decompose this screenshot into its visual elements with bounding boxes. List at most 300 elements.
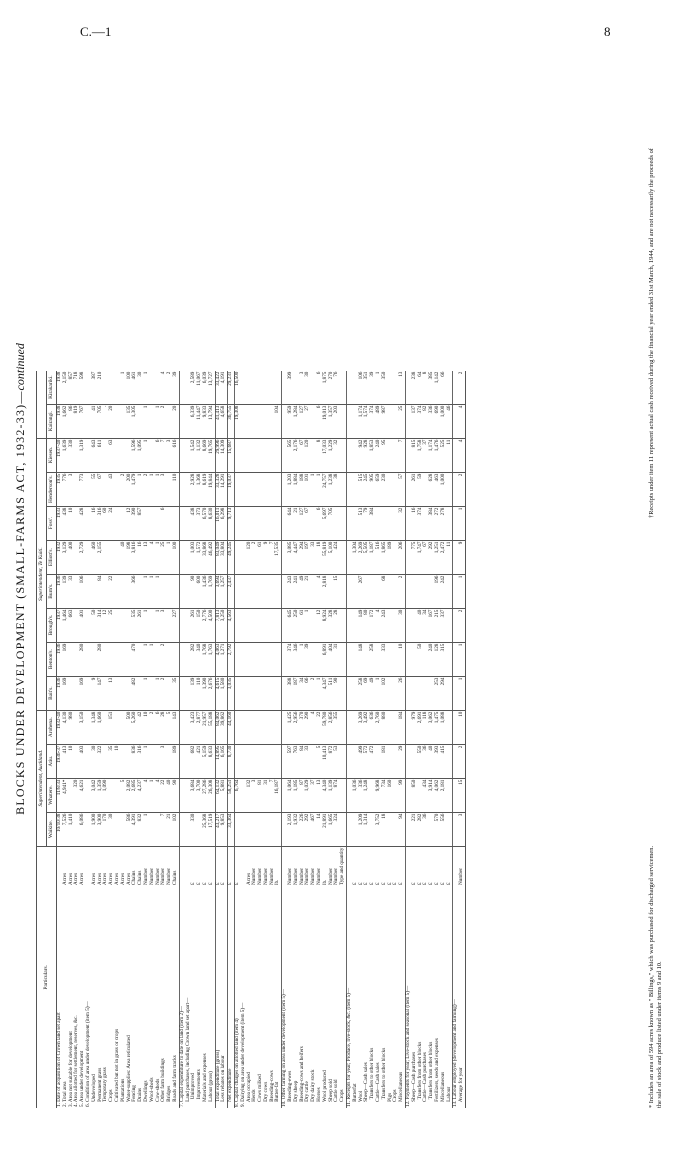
table-cell: 1: [144, 676, 150, 710]
table-cell: 120: [305, 438, 311, 472]
table-cell: 160: [388, 778, 394, 812]
table-cell: 659: [376, 472, 382, 506]
row-particular: Average for year: [459, 886, 465, 1108]
table-cell: 1933: [57, 506, 63, 540]
table-cell: 1,758: [418, 438, 424, 472]
table-cell: 1,853: [370, 438, 376, 472]
table-cell: 294: [441, 676, 447, 710]
table-cell: 39: [305, 642, 311, 676]
table-cell: 28: [161, 710, 167, 744]
row-unit: £: [215, 846, 221, 886]
table-cell: 463: [435, 472, 441, 506]
table-cell: 461: [132, 371, 138, 405]
table-cell: 118: [423, 710, 429, 744]
row-particular: 6. Condition of area under development (item 5)—: [84, 1001, 91, 1107]
table-cell: 188: [300, 472, 306, 506]
table-cell: 39,862: [221, 710, 227, 744]
row-particular: Breeding-ewes: [287, 1070, 294, 1107]
table-cell: 46,492: [209, 540, 215, 574]
table-cell: 1938: [57, 404, 63, 438]
table-cell: 1932: [57, 540, 63, 574]
table-cell: 1: [156, 472, 162, 506]
table-cell: 1,425: [288, 710, 294, 744]
table-cell: 261: [412, 472, 418, 506]
table-cell: 9: [264, 540, 270, 574]
table-cell: 10: [399, 642, 405, 676]
table-cell: 20: [109, 404, 115, 438]
table-cell: 4,500: [209, 608, 215, 642]
row-unit: lb.: [274, 879, 281, 885]
table-cell: 3,129: [63, 540, 69, 574]
table-cell: 184: [399, 710, 405, 744]
table-cell: 197: [305, 540, 311, 574]
row-unit: £: [207, 882, 214, 885]
table-cell: 1,660: [98, 710, 104, 744]
table-cell: 68: [382, 574, 388, 608]
table-cell: 30: [92, 744, 98, 778]
table-cell: 4,563: [228, 608, 235, 642]
table-cell: 34: [300, 676, 306, 710]
particulars-header: Particulars.: [37, 846, 57, 1108]
table-cell: 3,250: [221, 608, 227, 642]
table-cell: 272: [435, 506, 441, 540]
row-particular: 10. Other farming on area under development (item 5)—: [282, 886, 288, 1108]
table-cell: 4: [459, 438, 465, 472]
table-cell: 4,615: [215, 676, 221, 710]
table-cell: 3: [167, 438, 173, 472]
table-cell: 3,269: [359, 710, 365, 744]
table-cell: 1,475: [435, 710, 441, 744]
table-cell: 3,035: [228, 676, 235, 710]
table-cell: 196: [435, 574, 441, 608]
block-column-header: Kairangi.: [47, 404, 57, 438]
table-cell: 3,694: [215, 574, 221, 608]
row-unit: Acres: [113, 872, 120, 885]
table-cell: 11,067: [197, 371, 203, 405]
table-cell: 100: [173, 540, 179, 574]
table-cell: 316: [138, 744, 144, 778]
table-cell: 928: [364, 438, 370, 472]
table-cell: 399: [288, 371, 294, 405]
row-unit: £: [416, 882, 423, 885]
table-cell: 1,142: [435, 371, 441, 405]
table-cell: 26,308: [209, 778, 215, 812]
table-cell: 241: [294, 574, 300, 608]
table-cell: 10: [115, 744, 121, 778]
table-cell: 2: [252, 540, 258, 574]
row-unit: £: [220, 882, 227, 885]
table-cell: 1,139: [329, 778, 335, 812]
table-cell: 330: [69, 438, 75, 472]
table-cell: 3,423: [191, 710, 197, 744]
table-cell: 1,174: [429, 438, 435, 472]
table-cell: 776: [63, 472, 69, 506]
table-cell: 50: [92, 608, 98, 642]
footnote-dagger: †Receipts under item 11 represent actual cash received during the financial year ended 31st March, 1944, and are not necessarily the proceeds of: [648, 148, 655, 518]
table-cell: 59,780: [323, 710, 329, 744]
table-cell: 150: [197, 608, 203, 642]
row-particular: Dry dairy stock: [310, 1069, 317, 1107]
table-cell: 6: [317, 404, 323, 438]
table-cell: 82: [423, 404, 429, 438]
table-cell: 36,755: [228, 404, 235, 438]
table-cell: 90: [334, 676, 340, 710]
table-cell: 438: [191, 506, 197, 540]
superintendent-group-header: Superintendent, Auckland.: [37, 710, 47, 846]
table-cell: 11,447: [197, 404, 203, 438]
table-cell: 33,364: [228, 812, 235, 846]
row-particular: Cattle sold: [333, 1079, 340, 1107]
table-cell: 227: [173, 608, 179, 642]
table-cell: 1,257: [221, 574, 227, 608]
table-cell: 33: [305, 744, 311, 778]
row-particular: Miscellaneous: [439, 1071, 446, 1107]
table-cell: 682: [191, 744, 197, 778]
table-cell: 6: [317, 506, 323, 540]
table-cell: 857: [138, 506, 144, 540]
row-particular: Dry cows: [262, 1081, 269, 1107]
table-cell: 106: [359, 371, 365, 405]
block-column-header: Whatere.: [47, 778, 57, 812]
table-cell: 46: [447, 404, 453, 438]
table-cell: 628: [429, 472, 435, 506]
table-cell: 1: [300, 642, 306, 676]
table-cell: 1: [150, 574, 156, 608]
table-cell: 10: [144, 710, 150, 744]
table-cell: 467: [311, 812, 317, 846]
table-cell: 16: [412, 506, 418, 540]
table-cell: 586: [127, 812, 133, 846]
table-cell: 1: [459, 506, 465, 540]
table-cell: 2,877: [197, 710, 203, 744]
table-cell: 2,472: [441, 540, 447, 574]
table-cell: 33: [69, 574, 75, 608]
table-cell: 872: [329, 744, 335, 778]
row-particular: Unimproved: [190, 1072, 197, 1107]
row-unit: £: [380, 882, 387, 885]
table-cell: 434: [423, 778, 429, 812]
table-cell: 3: [252, 778, 258, 812]
row-particular: Net expenditure: [228, 886, 235, 1108]
table-cell: 1,003: [191, 540, 197, 574]
table-cell: 355: [334, 710, 340, 744]
row-particular: 7. Capital expenditure to date on land (item 2)—: [179, 886, 185, 1108]
table-cell: 80: [364, 608, 370, 642]
table-cell: 245: [364, 472, 370, 506]
table-cell: 1,763: [209, 642, 215, 676]
row-unit: Acres: [96, 872, 103, 885]
table-cell: 333: [382, 642, 388, 676]
table-cell: 1: [144, 438, 150, 472]
table-cell: 261: [191, 608, 197, 642]
row-unit: Acres: [102, 872, 109, 885]
table-cell: 346: [294, 642, 300, 676]
table-cell: 49: [370, 676, 376, 710]
table-cell: 21: [167, 812, 173, 846]
row-particular: Crops: [392, 1089, 399, 1107]
row-particular: 2. Total area: [61, 1081, 68, 1107]
row-particular: 4. Area allotted for settlement, reserves, &c.: [73, 1015, 80, 1107]
table-cell: 1,368: [197, 472, 203, 506]
table-cell: 169: [63, 676, 69, 710]
row-unit: Number: [268, 868, 275, 885]
table-cell: 6,891: [323, 642, 329, 676]
row-unit: £: [201, 882, 208, 885]
table-cell: 151: [109, 710, 115, 744]
row-particular: Less rebates on labour: [220, 1055, 227, 1107]
table-cell: 137: [412, 404, 418, 438]
table-cell: 2,792: [228, 642, 235, 676]
row-unit: £: [428, 882, 435, 885]
table-cell: 7: [161, 812, 167, 846]
row-unit: Number: [154, 868, 161, 885]
table-cell: 8,730: [228, 744, 235, 778]
table-cell: 460: [92, 540, 98, 574]
table-cell: 21,891: [323, 812, 329, 846]
table-cell: 1,095: [138, 438, 144, 472]
table-cell: 44,160: [228, 710, 235, 744]
row-particular: Cow-sheds: [154, 1078, 161, 1107]
table-cell: 94: [399, 812, 405, 846]
table-cell: 34: [423, 608, 429, 642]
table-cell: 100: [127, 371, 133, 405]
table-cell: 290: [305, 710, 311, 744]
table-cell: 9,833: [203, 404, 209, 438]
row-particular: Breeding-cows: [268, 1070, 275, 1107]
table-cell: 67: [98, 472, 104, 506]
table-cell: 616: [173, 438, 179, 472]
table-cell: 316: [98, 506, 104, 540]
table-cell: 10,413: [323, 744, 329, 778]
table-cell: 22: [161, 778, 167, 812]
table-cell: 2: [399, 574, 405, 608]
table-cell: 5: [121, 778, 127, 812]
table-cell: 499: [359, 744, 365, 778]
table-cell: 128: [435, 642, 441, 676]
table-cell: 643: [92, 438, 98, 472]
table-cell: 1,390: [203, 676, 209, 710]
row-particular: Transfers to other blocks: [369, 1047, 376, 1107]
table-cell: 2,818: [323, 574, 329, 608]
table-cell: 215: [435, 608, 441, 642]
table-cell: 1,304: [353, 540, 359, 574]
table-cell: 404: [329, 642, 335, 676]
table-cell: 4: [161, 371, 167, 405]
table-cell: 979: [412, 710, 418, 744]
table-cell: 2: [311, 676, 317, 710]
table-cell: 980: [69, 710, 75, 744]
table-cell: 1: [167, 540, 173, 574]
table-cell: 206: [399, 540, 405, 574]
table-cell: 1,639: [63, 438, 69, 472]
table-cell: 3: [161, 608, 167, 642]
table-cell: 942: [359, 438, 365, 472]
table-cell: 261: [138, 608, 144, 642]
row-unit: £: [410, 882, 417, 885]
table-cell: 19,844: [209, 472, 215, 506]
table-cell: 2: [459, 744, 465, 778]
table-cell: 12: [103, 608, 109, 642]
table-cell: 15: [459, 778, 465, 812]
table-cell: 10/10/38: [57, 812, 63, 846]
table-row: [228, 371, 235, 1108]
table-cell: 30: [138, 371, 144, 405]
table-cell: 55: [92, 472, 98, 506]
table-cell: 29,231: [228, 371, 235, 405]
table-cell: 181: [382, 744, 388, 778]
table-cell: 2: [459, 371, 465, 405]
table-cell: 280: [80, 642, 86, 676]
table-cell: 550: [418, 744, 424, 778]
table-cell: 3,900: [98, 812, 104, 846]
table-cell: 1: [144, 812, 150, 846]
table-cell: 66: [305, 676, 311, 710]
table-cell: 55,188: [209, 710, 215, 744]
table-cell: 2,193: [288, 812, 294, 846]
table-cell: 1,580: [221, 676, 227, 710]
row-unit: Number: [298, 868, 305, 885]
table-cell: 8,630: [209, 506, 215, 540]
table-cell: 336: [359, 778, 365, 812]
table-cell: 84,062: [215, 710, 221, 744]
table-cell: 880: [382, 710, 388, 744]
table-cell: 148: [359, 642, 365, 676]
table-cell: 90: [191, 574, 197, 608]
block-column-header: Foss'.: [47, 506, 57, 540]
table-cell: 61: [258, 540, 264, 574]
row-particular: Improvements: [196, 1069, 203, 1107]
table-cell: 1: [144, 574, 150, 608]
table-cell: 1,187: [370, 540, 376, 574]
table-cell: 63: [109, 438, 115, 472]
table-cell: 370: [300, 710, 306, 744]
table-cell: 22: [317, 710, 323, 744]
table-cell: 470: [132, 642, 138, 676]
table-cell: 401: [80, 608, 86, 642]
table-cell: 4,062: [435, 778, 441, 812]
table-cell: 189: [388, 540, 394, 574]
row-particular: Herds: [251, 1089, 258, 1107]
table-cell: 1: [459, 574, 465, 608]
table-cell: 328: [329, 608, 335, 642]
group-header-blank: [37, 371, 47, 439]
row-unit: Number: [287, 868, 294, 885]
table-cell: 1,875: [323, 371, 329, 405]
table-cell: 6: [156, 710, 162, 744]
row-particular: Temporary grass: [102, 1067, 109, 1107]
table-cell: 5,881: [221, 778, 227, 812]
table-cell: 7: [399, 438, 405, 472]
table-cell: 32: [334, 438, 340, 472]
table-cell: 102: [173, 812, 179, 846]
table-cell: 8: [423, 371, 429, 405]
table-cell: 598: [80, 371, 86, 405]
table-cell: 815: [412, 438, 418, 472]
table-cell: 2,856: [329, 710, 335, 744]
row-particular: Sheep—Cash sales: [363, 1062, 370, 1107]
table-cell: 110: [173, 472, 179, 506]
table-cell: 61: [300, 608, 306, 642]
row-particular: Sheep sold: [327, 1079, 334, 1107]
table-cell: 424: [334, 540, 340, 574]
table-cell: 31: [264, 778, 270, 812]
table-cell: 2,676: [209, 676, 215, 710]
table-cell: 79: [364, 506, 370, 540]
table-cell: 84: [300, 744, 306, 778]
table-cell: 1: [144, 608, 150, 642]
table-cell: 14,291: [221, 472, 227, 506]
table-cell: 9,713: [228, 506, 235, 540]
table-cell: 26: [399, 676, 405, 710]
table-cell: 21: [305, 574, 311, 608]
table-cell: 5: [317, 744, 323, 778]
table-cell: 167: [429, 608, 435, 642]
table-cell: 84: [98, 574, 104, 608]
table-cell: 2,685: [132, 778, 138, 812]
block-column-header: Arohena.: [47, 710, 57, 744]
table-cell: 337: [441, 608, 447, 642]
table-cell: 340: [197, 642, 203, 676]
table-cell: 33,804: [221, 540, 227, 574]
row-particular: Dwellings: [142, 1080, 149, 1107]
table-cell: 525: [441, 438, 447, 472]
row-unit: Acres: [245, 872, 252, 885]
table-cell: 16: [138, 540, 144, 574]
table-cell: 1,574: [364, 404, 370, 438]
table-cell: 775: [412, 540, 418, 574]
row-particular: Labour: [445, 1086, 452, 1107]
table-cell: 13: [144, 540, 150, 574]
table-cell: 819: [74, 404, 80, 438]
table-cell: 6,086: [80, 812, 86, 846]
table-cell: 143: [173, 710, 179, 744]
title-main: BLOCKS UNDER DEVELOPMENT (SMALL-FARMS ACT, 1932-33)—: [13, 390, 27, 815]
table-cell: 67: [423, 540, 429, 574]
row-particular: Total expenditure (gross): [215, 886, 221, 1108]
table-cell: 33: [311, 540, 317, 574]
table-cell: 21: [294, 506, 300, 540]
table-cell: 1,174: [359, 404, 365, 438]
table-cell: 556: [441, 812, 447, 846]
table-cell: 1935: [57, 472, 63, 506]
table-cell: 1: [150, 778, 156, 812]
table-cell: 987: [382, 404, 388, 438]
table-cell: 611: [98, 438, 104, 472]
row-unit: Chains: [171, 870, 178, 885]
table-cell: 15: [334, 574, 340, 608]
table-cell: 83,049: [215, 540, 221, 574]
row-unit: Chains: [131, 870, 138, 885]
table-cell: 374: [418, 404, 424, 438]
table-cell: 189: [173, 744, 179, 778]
table-cell: 17,033: [323, 438, 329, 472]
page-code: C.—1: [80, 24, 112, 39]
table-cell: 35: [173, 676, 179, 710]
table-cell: 294: [300, 540, 306, 574]
table-cell: 58,251: [228, 778, 235, 812]
table-cell: 4,130: [63, 710, 69, 744]
table-cell: 1,251: [435, 540, 441, 574]
table-cell: 1,348: [92, 710, 98, 744]
table-cell: 14: [317, 812, 323, 846]
table-cell: 5,697: [323, 506, 329, 540]
table-cell: 1,747: [418, 540, 424, 574]
row-unit: Acres: [79, 872, 86, 885]
table-cell: 1,036: [353, 778, 359, 812]
table-cell: 3,816: [132, 540, 138, 574]
table-cell: 4,340: [323, 778, 329, 812]
row-unit: £: [422, 882, 429, 885]
